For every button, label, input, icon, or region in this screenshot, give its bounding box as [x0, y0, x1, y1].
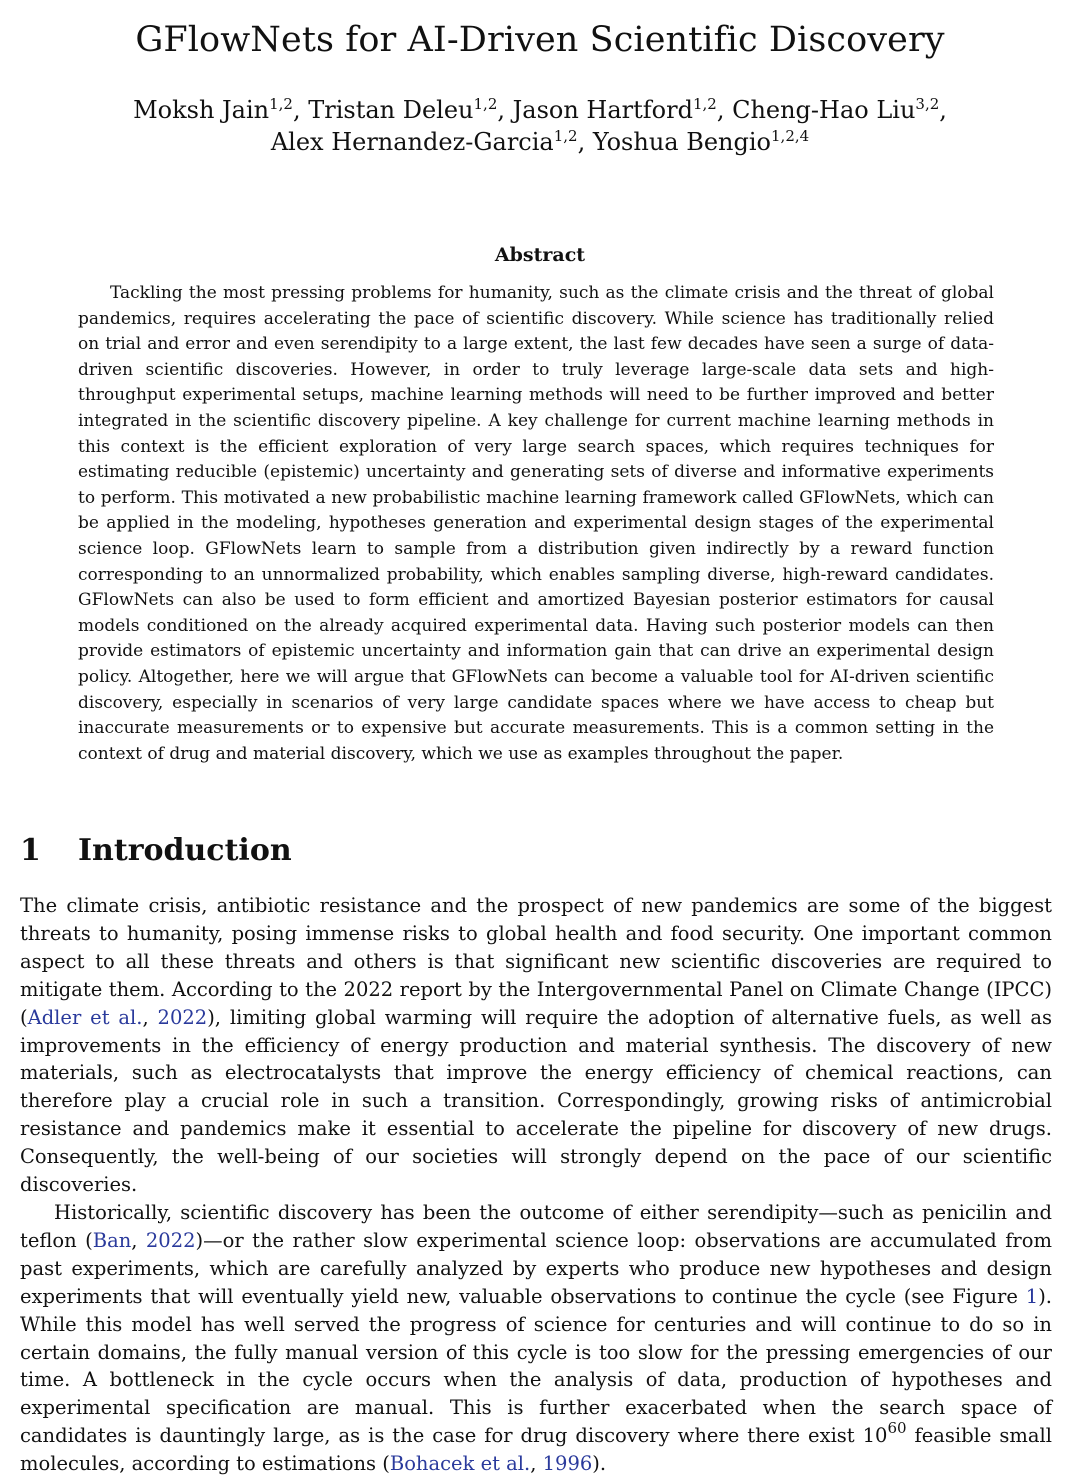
section-number: 1 [20, 833, 41, 868]
author-line-1 [0, 94, 1080, 126]
author-line-2 [0, 126, 1080, 158]
citation-link[interactable]: Bohacek et al. [389, 1452, 531, 1476]
power-base: 10 [862, 1424, 888, 1448]
power-exponent: 60 [887, 1419, 907, 1438]
citation-link[interactable]: Ban [92, 1228, 132, 1252]
citation-year-link[interactable]: 2022 [145, 1228, 196, 1252]
intro-paragraph-2: Historically, scientific discovery has been the outcome of either serendipity—such as penicilin and teflon (Ban, 2022)—or the rather slow experimental science loop: observations are accumulated from past experiments, which are carefully analyzed by experts who produce new hypotheses and design experiments that will eventually yield new, valuable observations to continue the cycle (see Figure 1). While this model has well served the progress of science for centuries and will continue to do so in certain domains, the fully manual version of this cycle is too slow for the pressing emergencies of our time. A bottleneck in the cycle occurs when the analysis of data, production of hypotheses and experimental specification are manual. This is further exacerbated when the search space of candidates is dauntingly large, as is the case for drug discovery where there exist $10^{60}$ feasible small molecules, according to estimations (Bohacek et al., 1996). [20, 1200, 1052, 1476]
paper-title: GFlowNets for AI-Driven Scientific Discovery [135, 20, 945, 60]
abstract-heading: Abstract [494, 244, 586, 266]
abstract-text: Tackling the most pressing problems for humanity, such as the climate crisis and the threat of global pandemics, requires accelerating the pace of scientific discovery. While science has traditionally relied on trial and error and even serendipity to a large extent, the last few decades have seen a surge of data-driven scientific discoveries. However, in order to truly leverage large-scale data sets and high-throughput experimental setups, machine learning methods will need to be further improved and better integrated in the scientific discovery pipeline. A key challenge for current machine learning methods in this context is the efficient exploration of very large search spaces, which requires techniques for estimating reducible (epistemic) uncertainty and generating sets of diverse and informative experiments to perform. This motivated a new probabilistic machine learning framework called GFlowNets, which can be applied in the modeling, hypotheses generation and experimental design stages of the experimental science loop. GFlowNets learn to sample from a distribution given indirectly by a reward function corresponding to an unnormalized probability, which enables sampling diverse, high-reward candidates. GFlowNets can also be used to form efficient and amortized Bayesian posterior estimators for causal models conditioned on the already acquired experimental data. Having such posterior models can then provide estimators of epistemic uncertainty and information gain that can drive an experimental design policy. Altogether, here we will argue that GFlowNets can become a valuable tool for AI-driven scientific discovery, especially in scenarios of very large candidate spaces where we have access to cheap but inaccurate measurements or to expensive but accurate measurements. This is a common setting in the context of drug and material discovery, which we use as examples throughout the paper. [78, 283, 994, 764]
section-heading [20, 832, 292, 870]
citation-year-link[interactable]: 1996 [542, 1452, 593, 1476]
citation-link[interactable]: Adler et al. [27, 1005, 143, 1029]
author: Cheng-Hao Liu$^{3,2}$, [732, 95, 947, 124]
section-title: Introduction [78, 833, 292, 868]
figure-ref-link[interactable]: 1 [1025, 1284, 1039, 1308]
author: Tristan Deleu$^{1,2}$, [308, 95, 513, 124]
author: Yoshua Bengio$^{1,2,4}$ [592, 127, 810, 156]
citation-year-link[interactable]: 2022 [157, 1005, 208, 1029]
author: Jason Hartford$^{1,2}$, [512, 95, 733, 124]
author-list [0, 94, 1080, 158]
author: Moksh Jain$^{1,2}$, [133, 95, 309, 124]
intro-paragraph-1: The climate crisis, antibiotic resistance and the prospect of new pandemics are some of the biggest threats to humanity, posing immense risks to global health and food security. One important common aspect to all these threats and others is that significant new scientific discoveries are required to mitigate them. According to the 2022 report by the Intergovernmental Panel on Climate Change (IPCC) (Adler et al., 2022), limiting global warming will require the adoption of alternative fuels, as well as improvements in the efficiency of energy production and material synthesis. The discovery of new materials, such as electrocatalysts that improve the energy efficiency of chemical reactions, can therefore play a crucial role in such a transition. Correspondingly, growing risks of antimicrobial resistance and pandemics make it essential to accelerate the pipeline for discovery of new drugs. Consequently, the well-being of our societies will strongly depend on the pace of our scientific discoveries. [20, 894, 1052, 1197]
author: Alex Hernandez-Garcia$^{1,2}$, [270, 127, 593, 156]
introduction-body [20, 892, 1052, 1478]
